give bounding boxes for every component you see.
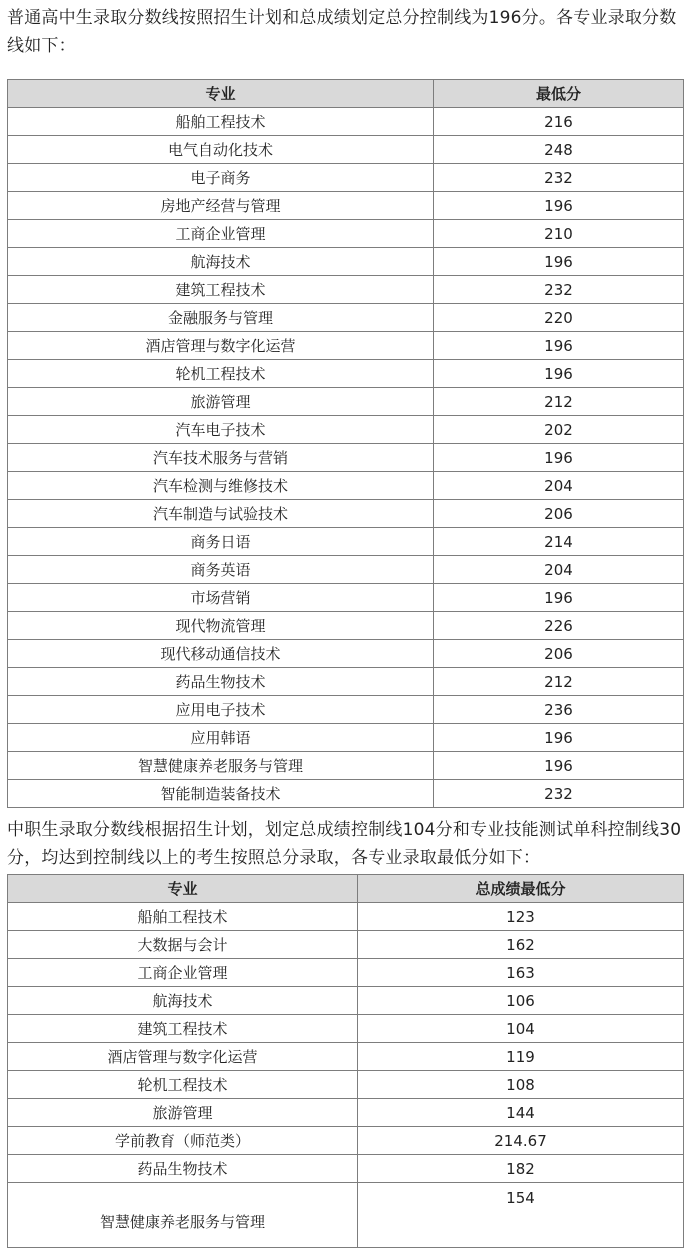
score-cell: 196 (434, 192, 684, 220)
major-cell: 市场营销 (8, 584, 434, 612)
major-cell: 药品生物技术 (8, 1155, 358, 1183)
score-cell: 206 (434, 640, 684, 668)
table-row (8, 444, 684, 472)
score-cell: 204 (434, 472, 684, 500)
table-row (8, 360, 684, 388)
table-row (8, 136, 684, 164)
major-cell: 轮机工程技术 (8, 1071, 358, 1099)
table-row (8, 903, 684, 931)
table-row (8, 192, 684, 220)
major-cell: 智慧健康养老服务与管理 (8, 1183, 358, 1248)
header-min-score: 最低分 (434, 80, 684, 108)
table-row (8, 164, 684, 192)
major-cell: 航海技术 (8, 248, 434, 276)
major-cell: 旅游管理 (8, 388, 434, 416)
major-cell: 智慧健康养老服务与管理 (8, 752, 434, 780)
header-total-min-score: 总成绩最低分 (358, 875, 684, 903)
table-row (8, 752, 684, 780)
major-cell: 船舶工程技术 (8, 108, 434, 136)
table-row (8, 1183, 684, 1248)
table-row (8, 931, 684, 959)
major-cell: 轮机工程技术 (8, 360, 434, 388)
table-row (8, 276, 684, 304)
table-row (8, 416, 684, 444)
major-cell: 汽车制造与试验技术 (8, 500, 434, 528)
table-row (8, 1155, 684, 1183)
major-cell: 学前教育（师范类） (8, 1127, 358, 1155)
table-row (8, 556, 684, 584)
table-row (8, 724, 684, 752)
header-major: 专业 (8, 80, 434, 108)
table-row (8, 332, 684, 360)
table-row (8, 584, 684, 612)
table-row (8, 668, 684, 696)
score-cell: 196 (434, 584, 684, 612)
score-cell: 123 (358, 903, 684, 931)
score-cell: 236 (434, 696, 684, 724)
major-cell: 工商企业管理 (8, 220, 434, 248)
score-cell: 196 (434, 248, 684, 276)
header-major: 专业 (8, 875, 358, 903)
score-cell: 196 (434, 752, 684, 780)
major-cell: 智能制造装备技术 (8, 780, 434, 808)
major-cell: 应用韩语 (8, 724, 434, 752)
major-cell: 房地产经营与管理 (8, 192, 434, 220)
score-cell: 196 (434, 332, 684, 360)
score-cell: 232 (434, 276, 684, 304)
score-cell: 248 (434, 136, 684, 164)
table-row (8, 472, 684, 500)
major-cell: 电子商务 (8, 164, 434, 192)
major-cell: 酒店管理与数字化运营 (8, 1043, 358, 1071)
score-cell: 220 (434, 304, 684, 332)
score-cell: 196 (434, 724, 684, 752)
table-header-row (8, 875, 684, 903)
score-cell: 232 (434, 164, 684, 192)
score-cell: 232 (434, 780, 684, 808)
major-cell: 工商企业管理 (8, 959, 358, 987)
table-row (8, 987, 684, 1015)
score-cell: 226 (434, 612, 684, 640)
major-cell: 汽车检测与维修技术 (8, 472, 434, 500)
major-cell: 建筑工程技术 (8, 276, 434, 304)
score-cell: 214 (434, 528, 684, 556)
vocational-score-table (7, 874, 684, 1248)
table-row (8, 959, 684, 987)
high-school-score-table (7, 79, 684, 808)
major-cell: 现代移动通信技术 (8, 640, 434, 668)
table-row (8, 1127, 684, 1155)
score-cell: 206 (434, 500, 684, 528)
major-cell: 金融服务与管理 (8, 304, 434, 332)
major-cell: 汽车技术服务与营销 (8, 444, 434, 472)
table-row (8, 1043, 684, 1071)
score-cell: 196 (434, 360, 684, 388)
score-cell: 216 (434, 108, 684, 136)
score-cell: 104 (358, 1015, 684, 1043)
score-cell: 204 (434, 556, 684, 584)
score-cell: 163 (358, 959, 684, 987)
major-cell: 航海技术 (8, 987, 358, 1015)
score-cell: 106 (358, 987, 684, 1015)
score-cell: 214.67 (358, 1127, 684, 1155)
score-cell: 196 (434, 444, 684, 472)
table-row (8, 1015, 684, 1043)
table-row (8, 500, 684, 528)
table-row (8, 1099, 684, 1127)
major-cell: 旅游管理 (8, 1099, 358, 1127)
score-cell: 212 (434, 388, 684, 416)
major-cell: 商务日语 (8, 528, 434, 556)
major-cell: 应用电子技术 (8, 696, 434, 724)
table-row (8, 612, 684, 640)
score-cell: 154 (358, 1183, 684, 1248)
major-cell: 汽车电子技术 (8, 416, 434, 444)
table-row (8, 780, 684, 808)
table-row (8, 388, 684, 416)
score-cell: 210 (434, 220, 684, 248)
score-cell: 212 (434, 668, 684, 696)
score-cell: 108 (358, 1071, 684, 1099)
table-row (8, 528, 684, 556)
table-row (8, 696, 684, 724)
table-header-row (8, 80, 684, 108)
intro-paragraph-vocational: 中职生录取分数线根据招生计划，划定总成绩控制线104分和专业技能测试单科控制线30分，均达到控制线以上的考生按照总分录取，各专业录取最低分如下： (7, 820, 682, 868)
score-cell: 202 (434, 416, 684, 444)
major-cell: 药品生物技术 (8, 668, 434, 696)
major-cell: 船舶工程技术 (8, 903, 358, 931)
major-cell: 商务英语 (8, 556, 434, 584)
score-cell: 162 (358, 931, 684, 959)
major-cell: 酒店管理与数字化运营 (8, 332, 434, 360)
table-row (8, 640, 684, 668)
table-row (8, 304, 684, 332)
major-cell: 电气自动化技术 (8, 136, 434, 164)
table-row (8, 1071, 684, 1099)
table-row (8, 220, 684, 248)
table-row (8, 248, 684, 276)
score-cell: 144 (358, 1099, 684, 1127)
table-row (8, 108, 684, 136)
major-cell: 大数据与会计 (8, 931, 358, 959)
intro-paragraph-high-school: 普通高中生录取分数线按照招生计划和总成绩划定总分控制线为196分。各专业录取分数线如下： (7, 8, 677, 56)
major-cell: 建筑工程技术 (8, 1015, 358, 1043)
major-cell: 现代物流管理 (8, 612, 434, 640)
score-cell: 119 (358, 1043, 684, 1071)
score-cell: 182 (358, 1155, 684, 1183)
